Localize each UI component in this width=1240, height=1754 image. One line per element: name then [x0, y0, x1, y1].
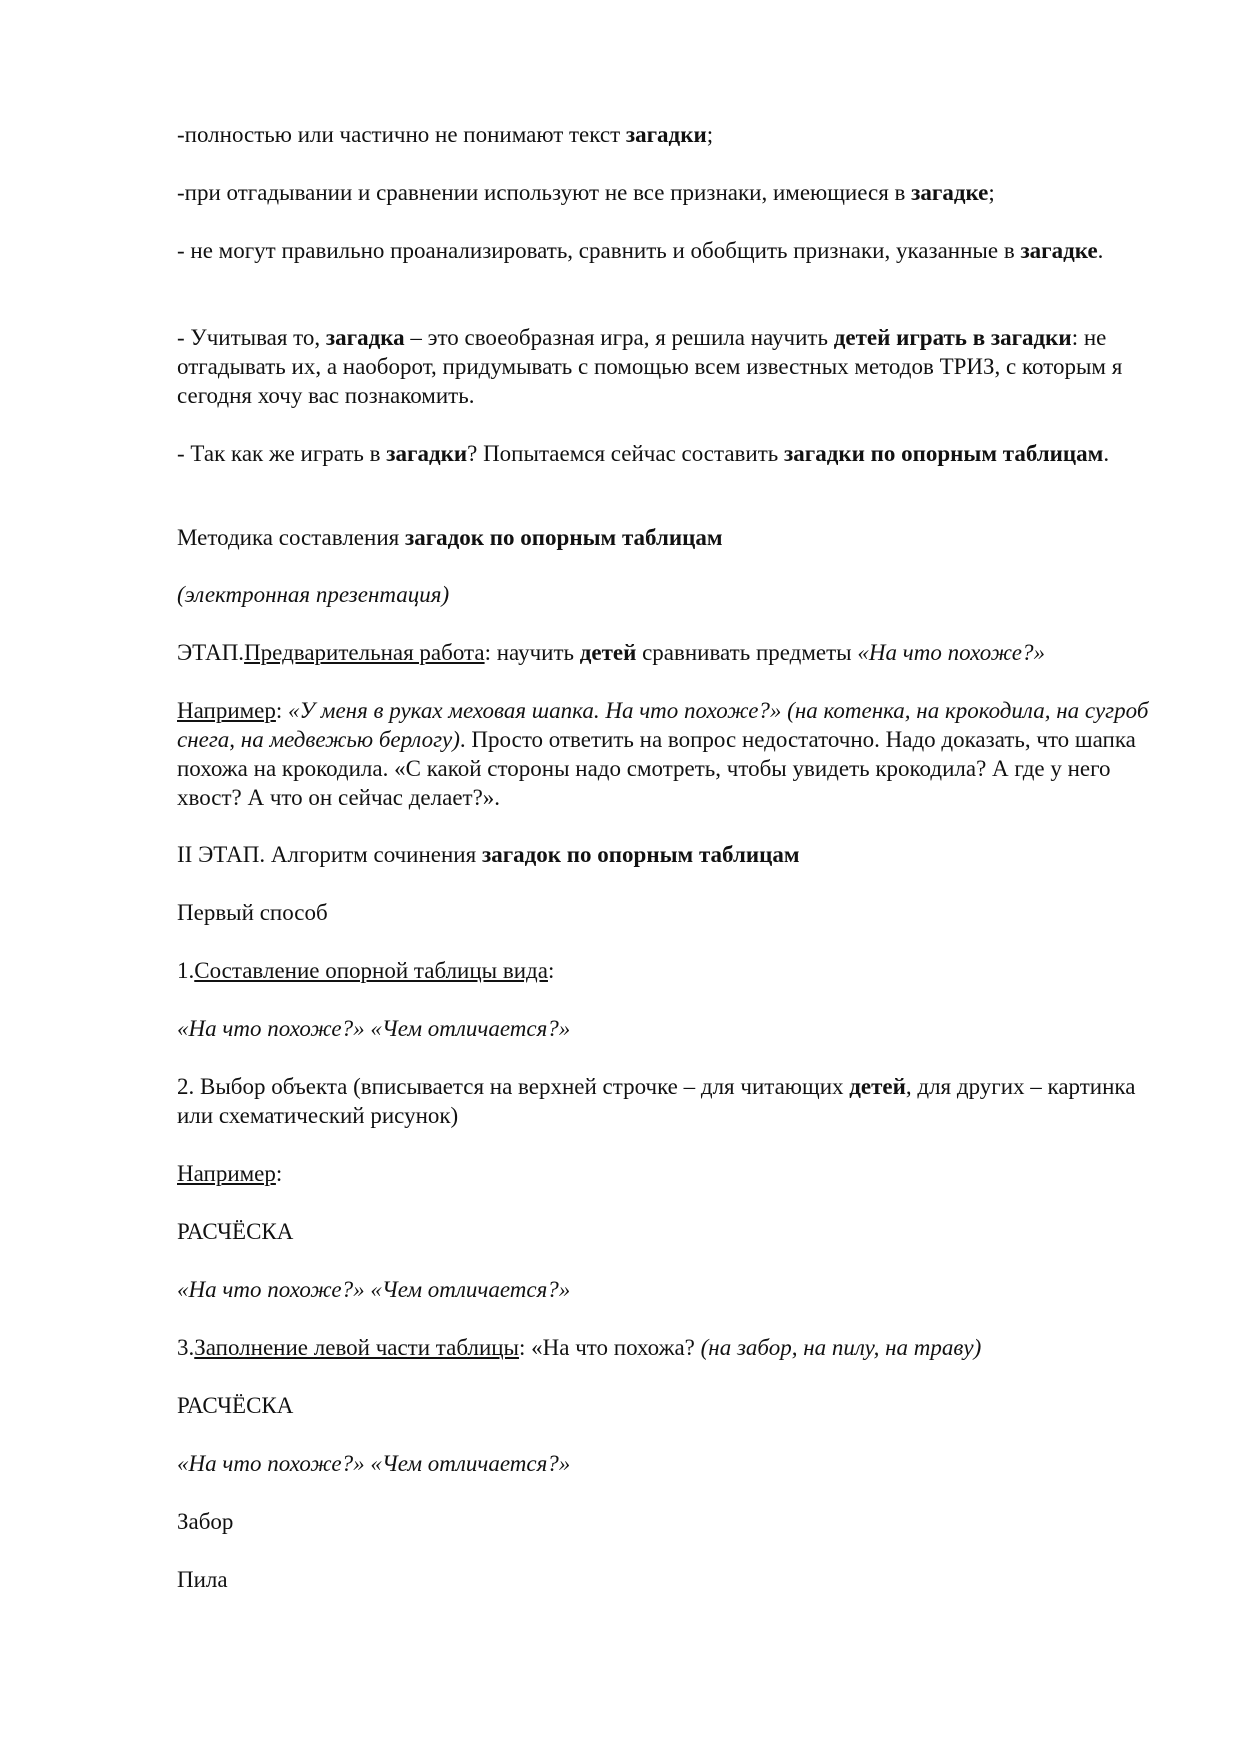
text-run: «На что похоже?» «Чем отличается?»: [177, 1451, 571, 1476]
text-run: ;: [988, 180, 995, 205]
paragraph: [177, 1391, 1157, 1420]
text-run: загадки: [386, 441, 468, 466]
paragraph: [177, 1565, 1157, 1594]
text-run: . Просто ответить на вопрос недостаточно. Надо доказать, что шапка похожа на крокодила. «С какой стороны надо смотреть, чтобы увидеть крокодила? А где у него хвост? А что он сейчас делает?».: [177, 727, 1136, 810]
text-run: загадки по опорным таблицам: [784, 441, 1104, 466]
paragraph: [177, 696, 1157, 812]
text-run: «На что похоже?» «Чем отличается?»: [177, 1277, 571, 1302]
paragraph: [177, 120, 1157, 149]
text-run: Заполнение левой части таблицы: [194, 1335, 520, 1360]
text-run: загадок по опорным таблицам: [481, 842, 800, 867]
text-run: РАСЧЁСКА: [177, 1219, 294, 1244]
text-run: загадке: [911, 180, 989, 205]
text-run: загадок по опорным таблицам: [404, 525, 723, 550]
text-run: ? Попытаемся сейчас составить: [467, 441, 785, 466]
text-run: ЭТАП.: [177, 640, 245, 665]
text-run: детей: [849, 1074, 906, 1099]
text-run: детей: [579, 640, 637, 665]
text-run: :: [547, 958, 555, 983]
paragraph: [177, 178, 1157, 207]
text-run: Пила: [177, 1567, 228, 1592]
paragraph: [177, 323, 1157, 410]
paragraph: [177, 1333, 1157, 1362]
text-run: «На что похоже?»: [857, 640, 1045, 665]
paragraph: [177, 1217, 1157, 1246]
text-run: загадке: [1020, 238, 1098, 263]
text-run: : не отгадывать их, а наоборот, придумывать с помощью всем известных методов ТРИЗ, с которым я сегодня хочу вас познакомить.: [177, 325, 1123, 408]
paragraph: [177, 523, 1157, 552]
text-run: Например: [177, 1161, 276, 1186]
text-run: Методика составления: [177, 525, 405, 550]
text-run: - Так как же играть в: [177, 441, 387, 466]
text-run: загадки: [625, 122, 707, 147]
text-run: 3.: [177, 1335, 195, 1360]
paragraph: [177, 638, 1157, 667]
text-run: .: [1103, 441, 1110, 466]
text-run: «На что похоже?» «Чем отличается?»: [177, 1016, 571, 1041]
text-run: - Учитывая то,: [177, 325, 326, 350]
text-run: - не могут правильно проанализировать, сравнить и обобщить признаки, указанные в: [177, 238, 1021, 263]
text-run: детей играть в загадки: [833, 325, 1072, 350]
paragraph: [177, 1014, 1157, 1043]
text-run: – это своеобразная игра, я решила научить: [404, 325, 834, 350]
text-run: «У меня в руках меховая шапка. На что похоже?» (на котенка, на крокодила, на сугроб снега, на медвежью берлогу): [177, 698, 1149, 752]
paragraph: [177, 236, 1157, 265]
paragraph: [177, 840, 1157, 869]
paragraph: [177, 1159, 1157, 1188]
text-run: :: [275, 1161, 283, 1186]
text-run: Составление опорной таблицы вида: [194, 958, 548, 983]
paragraph: [177, 580, 1157, 609]
paragraph: [177, 956, 1157, 985]
paragraph: [177, 1072, 1157, 1130]
text-run: -при отгадывании и сравнении используют не все признаки, имеющиеся в: [177, 180, 912, 205]
text-run: (электронная презентация): [177, 582, 450, 607]
text-run: Предварительная работа: [244, 640, 485, 665]
text-run: Первый способ: [177, 900, 328, 925]
text-run: :: [275, 698, 289, 723]
text-run: : научить: [484, 640, 580, 665]
text-run: II ЭТАП. Алгоритм сочинения: [177, 842, 482, 867]
text-run: 2. Выбор объекта (вписывается на верхней строчке – для читающих: [177, 1074, 850, 1099]
text-run: (на забор, на пилу, на траву): [700, 1335, 982, 1360]
paragraph: [177, 898, 1157, 927]
text-run: загадка: [325, 325, 405, 350]
paragraph: [177, 439, 1157, 468]
paragraph: [177, 1275, 1157, 1304]
paragraph: [177, 1507, 1157, 1536]
text-run: 1.: [177, 958, 195, 983]
text-run: -полностью или частично не понимают текст: [177, 122, 626, 147]
text-run: : «На что похожа?: [519, 1335, 701, 1360]
text-run: Например: [177, 698, 276, 723]
text-run: сравнивать предметы: [636, 640, 858, 665]
text-run: , для других – картинка или схематический рисунок): [177, 1074, 1136, 1128]
text-run: ;: [706, 122, 714, 147]
text-run: РАСЧЁСКА: [177, 1393, 294, 1418]
paragraph: [177, 1449, 1157, 1478]
text-run: .: [1097, 238, 1104, 263]
text-run: Забор: [177, 1509, 234, 1534]
